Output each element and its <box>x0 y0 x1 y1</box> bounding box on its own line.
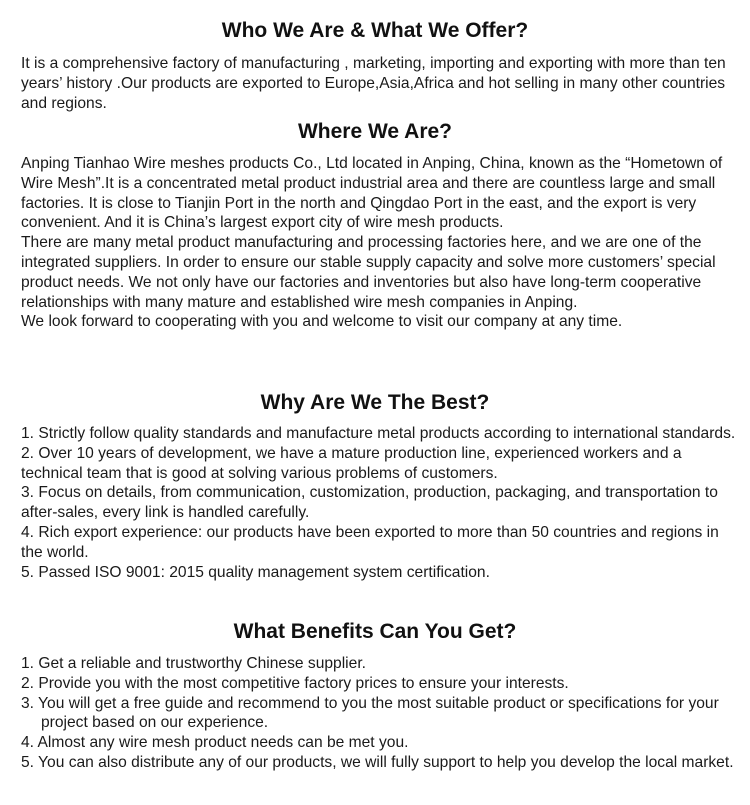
section-title-benefits: What Benefits Can You Get? <box>233 620 517 643</box>
list-item: 5. Passed ISO 9001: 2015 quality management system certification. <box>21 563 490 581</box>
section-title-who-we-are: Who We Are & What We Offer? <box>221 19 529 42</box>
who-we-are-paragraph: It is a comprehensive factory of manufacturing , marketing, importing and exporting with more than ten years’ history .Our products are exported to Europe,Asia,Africa and hot selling in many other countries and regions. <box>21 55 726 112</box>
benefits-list <box>21 654 737 773</box>
section-title-where-we-are: Where We Are? <box>297 120 453 143</box>
list-item: 1. Strictly follow quality standards and manufacture metal products according to international standards. <box>21 425 736 442</box>
where-we-are-body <box>21 154 737 332</box>
where-we-are-paragraph-2: There are many metal product manufacturing and processing factories here, and we are one of the integrated suppliers. In order to ensure our stable supply capacity and solve more customers’ special product needs. We not only have our factories and inventories but also have long-term cooperative relationships with many mature and established wire mesh companies in Anping. <box>21 234 716 311</box>
where-we-are-paragraph-3: We look forward to cooperating with you and welcome to visit our company at any time. <box>21 313 623 331</box>
list-item: 2. Over 10 years of development, we have a mature production line, experienced workers and a technical team that is good at solving various problems of customers. <box>21 444 682 482</box>
who-we-are-body <box>21 54 737 113</box>
list-item: 4. Rich export experience: our products have been exported to more than 50 countries and regions in the world. <box>21 523 719 561</box>
where-we-are-paragraph-1: Anping Tianhao Wire meshes products Co., Ltd located in Anping, China, known as the “Hometown of Wire Mesh”.It is a concentrated metal product industrial area and there are countless large and small factories. It is close to Tianjin Port in the north and Qingdao Port in the east, and the export is very convenient. And it is China’s largest export city of wire mesh products. <box>21 155 723 232</box>
list-item: 3. You will get a free guide and recommend to you the most suitable product or specifications for your project based on our experience. <box>21 694 719 732</box>
why-best-list <box>21 424 737 582</box>
list-item: 4. Almost any wire mesh product needs can be met you. <box>21 734 409 752</box>
list-item: 2. Provide you with the most competitive factory prices to ensure your interests. <box>21 674 569 692</box>
list-item: 1. Get a reliable and trustworthy Chinese supplier. <box>21 655 366 672</box>
list-item: 5. You can also distribute any of our products, we will fully support to help you develop the local market. <box>21 753 734 771</box>
section-title-why-best: Why Are We The Best? <box>260 391 490 414</box>
list-item: 3. Focus on details, from communication, customization, production, packaging, and transportation to after-sales, every link is handled carefully. <box>21 484 718 522</box>
